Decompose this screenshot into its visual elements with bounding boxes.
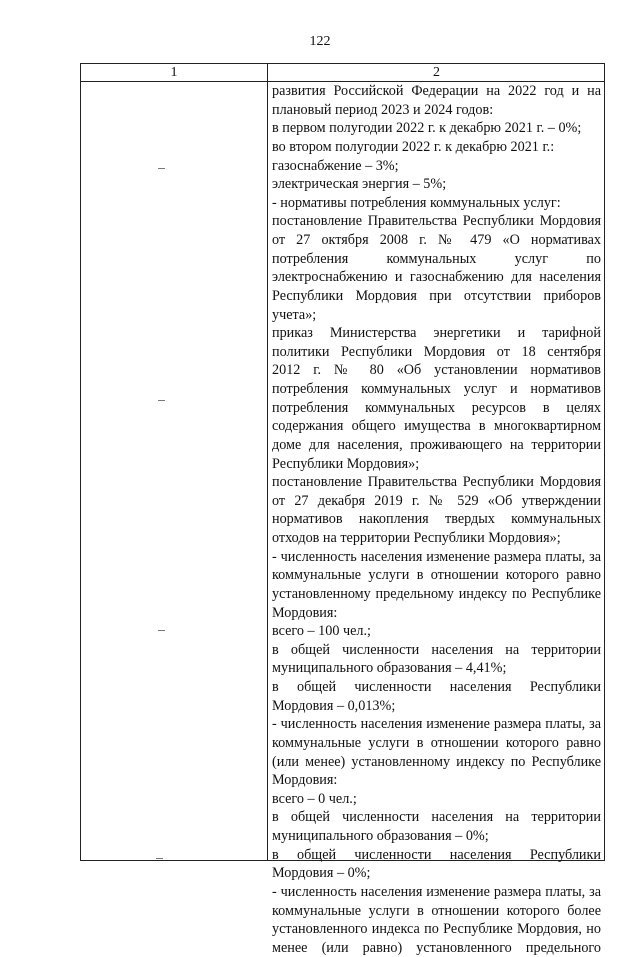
column-2-text — [272, 82, 601, 957]
text-line: постановление Правительства Республики Мордовия — [272, 474, 601, 491]
text-line: (или менее) установленному индексу по Республике — [272, 753, 601, 770]
scan-mark — [156, 858, 163, 859]
scan-mark — [158, 400, 165, 401]
column-divider — [267, 64, 268, 860]
text-line: коммунальные услуги в отношении которого более — [272, 902, 601, 919]
text-line: установленного индекса по Республике Мордовия, но — [272, 921, 601, 938]
text-line: коммунальные услуги в отношении которого равно — [272, 567, 601, 584]
text-line: от 27 октября 2008 г. № 479 «О нормативах — [272, 232, 601, 248]
text-line: потребления коммунальных услуг по — [272, 250, 601, 267]
text-line: плановый период 2023 и 2024 годов: — [272, 101, 494, 118]
text-line: отходов на территории Республики Мордовия»; — [272, 530, 561, 546]
text-line: постановление Правительства Республики Мордовия — [272, 213, 601, 230]
text-line: Республики Мордовия»; — [272, 455, 420, 472]
text-line: развития Российской Федерации на 2022 год и на — [272, 83, 601, 99]
text-line: доме для населения, проживающего на территории — [272, 436, 601, 453]
text-line: Мордовия – 0,013%; — [272, 697, 396, 714]
column-2-header: 2 — [433, 65, 440, 80]
text-line: Республики Мордовия при отсутствии приборов — [272, 287, 601, 304]
text-line: Мордовия: — [272, 604, 338, 621]
text-line: - численность населения изменение размера платы, за — [272, 548, 601, 565]
text-line: нормативов накопления твердых коммунальных — [272, 511, 601, 528]
text-line: в общей численности населения на территории — [272, 641, 601, 658]
text-line: электроснабжению и газоснабжению для населения — [272, 269, 601, 286]
text-line: политики Республики Мордовия от 18 сентября — [272, 343, 601, 360]
text-line: установленному предельному индексу по Республике — [272, 585, 601, 602]
page-number: 122 — [309, 34, 331, 49]
text-line: потребления коммунальных услуг и нормативов — [272, 381, 601, 397]
text-line: учета»; — [272, 306, 317, 323]
text-line: во втором полугодии 2022 г. к декабрю 2021 г.: — [272, 138, 555, 155]
text-line: коммунальные услуги в отношении которого равно — [272, 734, 601, 751]
scan-mark — [158, 168, 165, 169]
text-line: в общей численности населения Республики — [272, 679, 601, 695]
text-line: Мордовия – 0%; — [272, 865, 371, 882]
text-line: в общей численности населения на территории — [272, 809, 601, 826]
column-1-header: 1 — [170, 65, 178, 80]
text-line: - нормативы потребления коммунальных услуг: — [272, 194, 561, 211]
text-line: всего – 100 чел.; — [272, 623, 371, 640]
text-line: в первом полугодии 2022 г. к декабрю 2021 г. – 0%; — [272, 120, 582, 137]
text-line: от 27 декабря 2019 г. № 529 «Об утверждении — [272, 492, 601, 509]
text-line: менее (или равно) установленного предельного — [272, 939, 601, 956]
text-line: - численность населения изменение размера платы, за — [272, 883, 601, 900]
text-line: - численность населения изменение размера платы, за — [272, 716, 601, 733]
text-line: электрическая энергия – 5%; — [272, 176, 447, 193]
text-line: приказ Министерства энергетики и тарифной — [272, 325, 601, 342]
document-table — [80, 63, 605, 956]
text-line: всего – 0 чел.; — [272, 790, 357, 807]
scan-mark — [158, 630, 165, 631]
text-line: содержания общего имущества в многоквартирном — [272, 418, 601, 435]
text-line: Мордовия: — [272, 772, 338, 789]
text-line: потребления коммунальных ресурсов в целях — [272, 399, 601, 416]
text-line: муниципального образования – 0%; — [272, 828, 489, 844]
text-line: газоснабжение – 3%; — [272, 157, 399, 174]
text-line: муниципального образования – 4,41%; — [272, 660, 507, 677]
text-line: в общей численности населения Республики — [272, 846, 601, 863]
text-line: 2012 г. № 80 «Об установлении нормативов — [272, 362, 601, 379]
table-header-row — [81, 64, 604, 82]
